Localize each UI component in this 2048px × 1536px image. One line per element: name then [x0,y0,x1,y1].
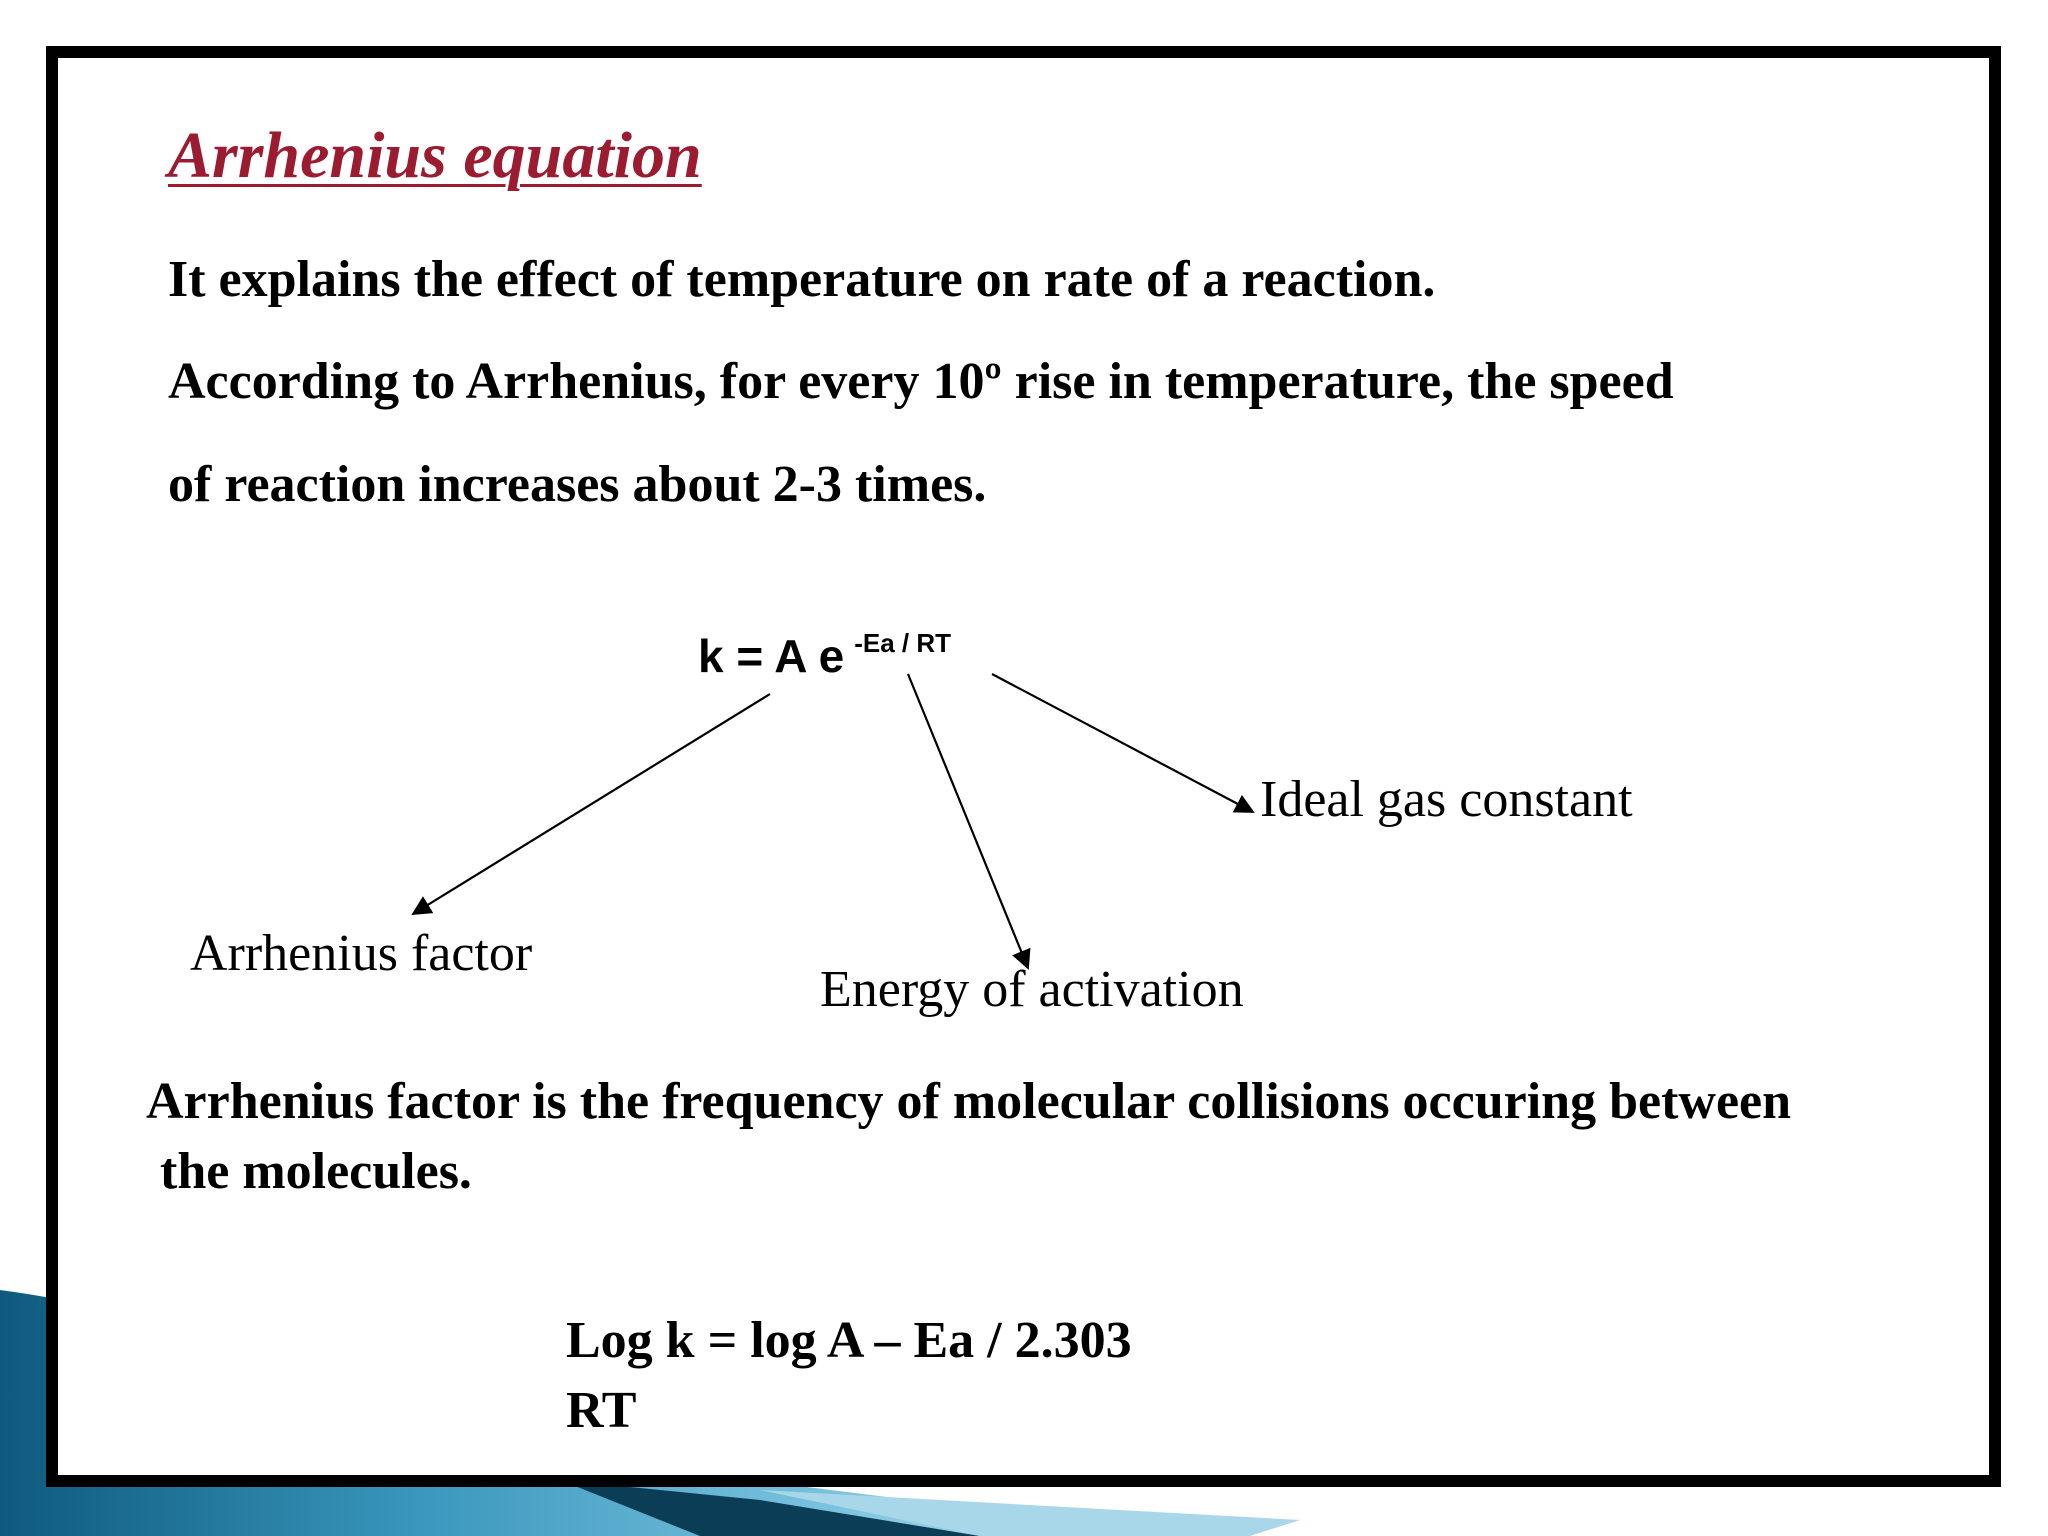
slide-frame [46,46,2001,1487]
arrow-to-ideal-gas-constant [992,674,1253,812]
equation-base: k = A e [698,630,845,682]
according-line-1: According to Arrhenius, for every 10º rise in temperature, the speed [168,353,1674,410]
slide-title: Arrhenius equation [168,119,702,192]
log-equation-line-1: Log k = log A – Ea / 2.303 [566,1312,1132,1369]
according-line-2: of reaction increases about 2-3 times. [168,456,987,513]
equation-arrows [58,58,2013,1499]
label-arrhenius-factor: Arrhenius factor [190,925,533,982]
intro-line: It explains the effect of temperature on rate of a reaction. [168,251,1436,308]
label-energy-of-activation: Energy of activation [820,961,1244,1018]
definition-line-1: Arrhenius factor is the frequency of molecular collisions occuring between [146,1073,1792,1130]
arrow-to-energy-of-activation [908,674,1028,968]
arrow-to-arrhenius-factor [413,694,770,914]
label-ideal-gas-constant: Ideal gas constant [1260,771,1633,828]
definition-line-2: the molecules. [160,1143,472,1200]
log-equation-line-2: RT [566,1382,637,1439]
equation-exponent: -Ea / RT [854,628,951,658]
